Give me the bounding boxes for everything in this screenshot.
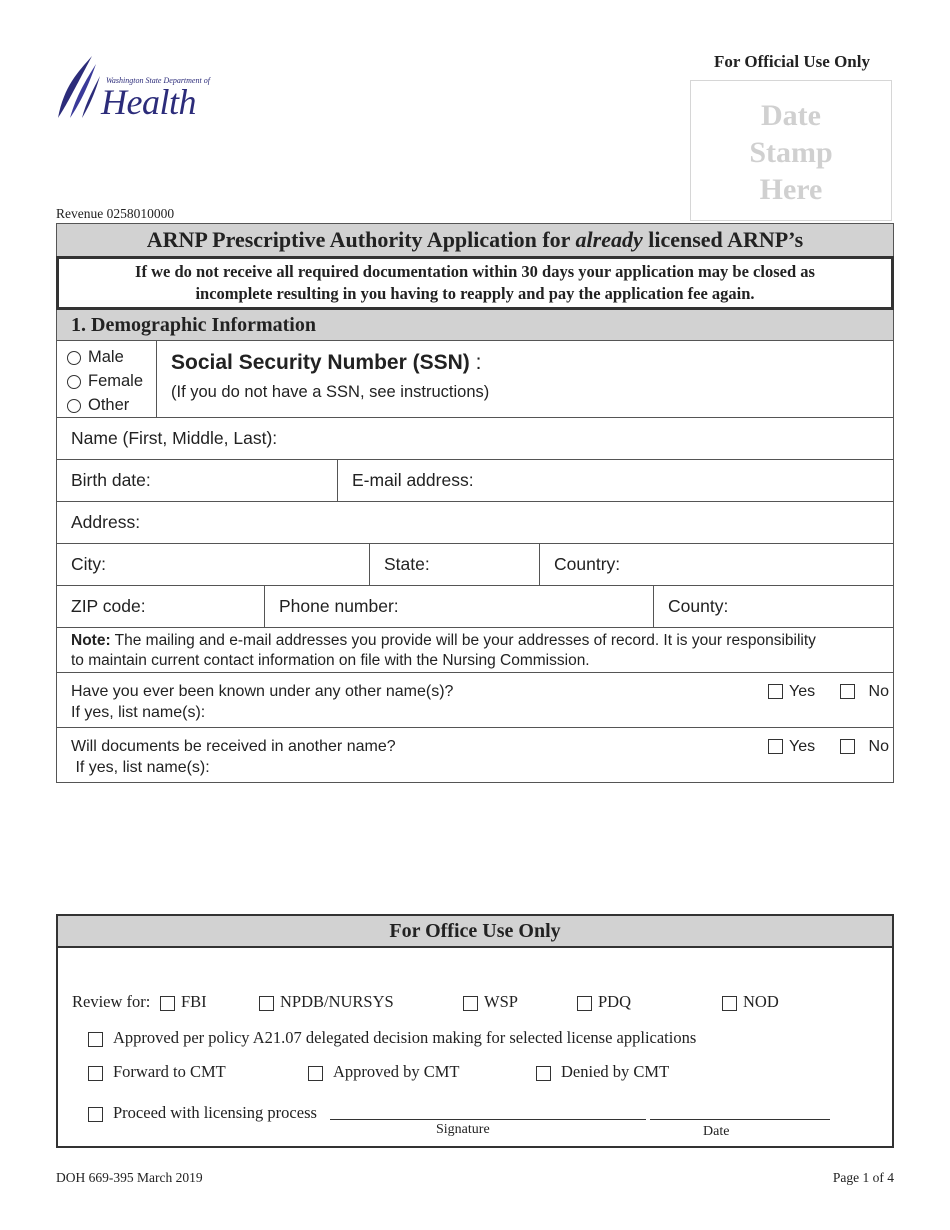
denied-cmt-checkbox[interactable]	[536, 1066, 551, 1081]
approved-cmt-label: Approved by CMT	[333, 1062, 460, 1081]
zip-phone-county-row	[57, 585, 893, 627]
another-name-list-label: If yes, list name(s):	[71, 759, 210, 776]
gender-ssn-row	[57, 340, 893, 417]
review-npdb[interactable]	[259, 992, 394, 1012]
review-fbi[interactable]	[160, 992, 207, 1012]
date-stamp-box	[690, 80, 892, 221]
other-names-no-label: No	[868, 683, 889, 700]
approved-policy-option[interactable]	[88, 1028, 696, 1048]
state-field[interactable]	[369, 544, 539, 585]
logo-health-text: Health	[101, 82, 196, 122]
feather-logo-icon	[56, 54, 104, 124]
warning-notice	[56, 256, 894, 310]
approved-cmt-option[interactable]	[308, 1062, 460, 1082]
nod-checkbox[interactable]	[722, 996, 737, 1011]
county-label: County:	[668, 596, 729, 616]
gender-female-label: Female	[88, 372, 144, 390]
official-use-title: For Official Use Only	[714, 52, 870, 71]
office-use-box	[56, 914, 894, 1148]
signature-label: Signature	[436, 1122, 490, 1137]
fbi-label: FBI	[181, 992, 207, 1011]
address-note	[57, 627, 893, 672]
revenue-code: Revenue 0258010000	[56, 206, 175, 221]
denied-cmt-option[interactable]	[536, 1062, 669, 1082]
forward-cmt-option[interactable]	[88, 1062, 226, 1082]
review-pdq[interactable]	[577, 992, 631, 1012]
other-names-question-text: Have you ever been known under any other name(s)?	[71, 683, 454, 700]
other-names-yes-no	[768, 681, 889, 702]
approved-policy-label: Approved per policy A21.07 delegated decision making for selected license applications	[113, 1028, 697, 1047]
zip-label: ZIP code:	[71, 596, 146, 616]
proceed-label: Proceed with licensing process	[113, 1103, 317, 1122]
radio-female[interactable]	[67, 375, 81, 389]
fbi-checkbox[interactable]	[160, 996, 175, 1011]
address-row	[57, 501, 893, 543]
country-label: Country:	[554, 554, 621, 574]
approved-cmt-checkbox[interactable]	[308, 1066, 323, 1081]
ssn-note: (If you do not have a SSN, see instructions)	[171, 383, 490, 401]
note-line-2: to maintain current contact information on file with the Nursing Commission.	[71, 652, 590, 669]
another-name-question	[57, 727, 893, 782]
birth-date-field[interactable]	[57, 460, 337, 501]
zip-field[interactable]	[57, 586, 264, 627]
date-label: Date	[703, 1124, 730, 1139]
form-number: DOH 669-395 March 2019	[56, 1170, 203, 1185]
other-names-no-checkbox[interactable]	[840, 684, 855, 699]
another-name-question-text: Will documents be received in another name?	[71, 738, 396, 755]
stamp-line-date: Date	[761, 99, 821, 132]
form-title-italic: already	[575, 227, 643, 252]
date-line[interactable]	[650, 1119, 830, 1120]
warning-line-2: incomplete resulting in you having to reapply and pay the application fee again.	[195, 284, 755, 303]
page-number: Page 1 of 4	[832, 1170, 894, 1185]
note-bold: Note:	[71, 632, 111, 649]
form-title-part2: licensed ARNP’s	[642, 227, 804, 252]
section-demographic-title: 1. Demographic Information	[57, 310, 893, 340]
radio-other[interactable]	[67, 399, 81, 413]
another-name-no-checkbox[interactable]	[840, 739, 855, 754]
gender-male-option[interactable]	[67, 345, 156, 369]
ssn-label: Social Security Number (SSN)	[171, 351, 470, 374]
address-field[interactable]	[57, 502, 893, 543]
pdq-checkbox[interactable]	[577, 996, 592, 1011]
name-label: Name (First, Middle, Last):	[71, 428, 278, 448]
address-label: Address:	[71, 512, 141, 532]
other-names-question	[57, 672, 893, 727]
approved-policy-checkbox[interactable]	[88, 1032, 103, 1047]
radio-male[interactable]	[67, 351, 81, 365]
city-field[interactable]	[57, 544, 369, 585]
name-field[interactable]	[57, 418, 893, 459]
phone-label: Phone number:	[279, 596, 399, 616]
another-name-no-label: No	[868, 738, 889, 755]
review-for-label: Review for:	[72, 992, 151, 1011]
city-label: City:	[71, 554, 106, 574]
review-wsp[interactable]	[463, 992, 518, 1012]
application-form	[56, 223, 894, 783]
state-label: State:	[384, 554, 430, 574]
another-name-yes-label: Yes	[788, 738, 816, 755]
gender-female-option[interactable]	[67, 369, 156, 393]
other-names-list-label: If yes, list name(s):	[71, 704, 206, 721]
signature-line[interactable]	[330, 1119, 646, 1120]
wsp-checkbox[interactable]	[463, 996, 478, 1011]
another-name-yes-checkbox[interactable]	[768, 739, 783, 754]
email-label: E-mail address:	[352, 470, 474, 490]
doh-logo	[56, 54, 210, 124]
proceed-option[interactable]	[88, 1103, 317, 1123]
country-field[interactable]	[539, 544, 893, 585]
note-line-1: The mailing and e-mail addresses you provide will be your addresses of record. It is your responsibility	[110, 632, 816, 649]
nod-label: NOD	[743, 992, 779, 1011]
another-name-yes-no	[768, 736, 889, 757]
stamp-line-stamp: Stamp	[749, 136, 833, 169]
pdq-label: PDQ	[598, 992, 632, 1011]
warning-line-1: If we do not receive all required documentation within 30 days your application may be closed as	[135, 262, 815, 281]
phone-field[interactable]	[264, 586, 653, 627]
email-field[interactable]	[337, 460, 893, 501]
proceed-checkbox[interactable]	[88, 1107, 103, 1122]
birth-date-label: Birth date:	[71, 470, 151, 490]
npdb-label: NPDB/NURSYS	[280, 992, 394, 1011]
npdb-checkbox[interactable]	[259, 996, 274, 1011]
gender-male-label: Male	[88, 348, 124, 366]
denied-cmt-label: Denied by CMT	[561, 1062, 670, 1081]
office-use-title: For Office Use Only	[58, 916, 892, 948]
ssn-colon: :	[469, 351, 482, 374]
other-names-yes-label: Yes	[788, 683, 816, 700]
gender-other-option[interactable]	[67, 393, 156, 417]
form-title	[57, 224, 893, 256]
county-field[interactable]	[653, 586, 893, 627]
forward-cmt-checkbox[interactable]	[88, 1066, 103, 1081]
other-names-yes-checkbox[interactable]	[768, 684, 783, 699]
forward-cmt-label: Forward to CMT	[113, 1062, 226, 1081]
logo-small-text: Washington State Department of	[106, 76, 210, 85]
city-state-country-row	[57, 543, 893, 585]
gender-other-label: Other	[88, 396, 130, 414]
form-title-part1: ARNP Prescriptive Authority Application for	[146, 227, 576, 252]
birth-email-row	[57, 459, 893, 501]
wsp-label: WSP	[484, 992, 518, 1011]
ssn-field[interactable]	[156, 341, 893, 417]
stamp-line-here: Here	[759, 173, 823, 206]
review-nod[interactable]	[722, 992, 779, 1012]
name-row	[57, 417, 893, 459]
gender-options	[57, 341, 156, 417]
